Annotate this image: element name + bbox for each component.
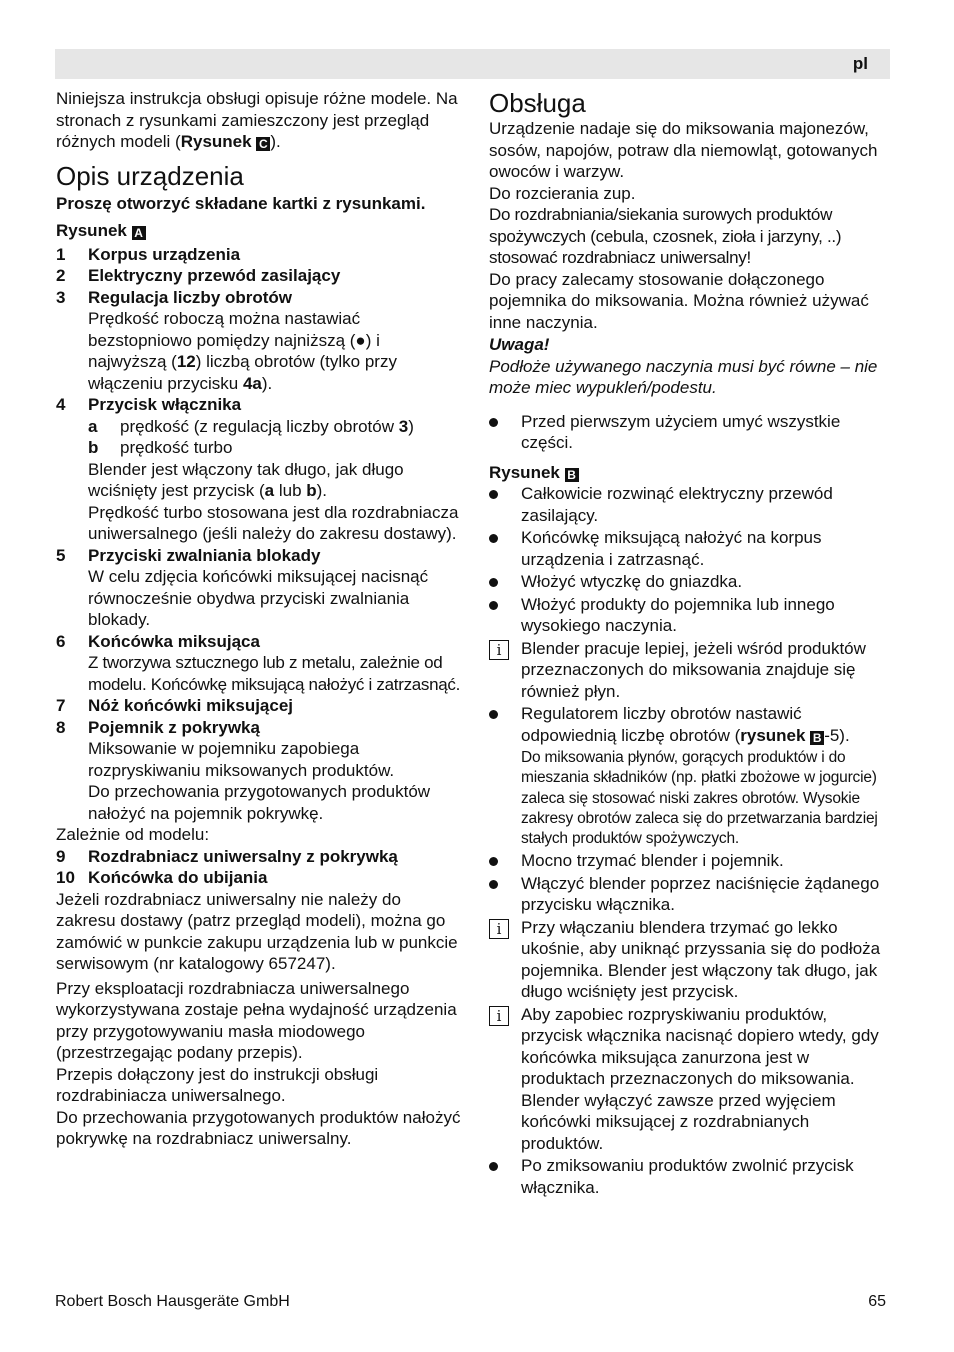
item-description: Z tworzywa sztucznego lub z metalu, zależnie od modelu. Końcówkę miksującą nałożyć i zatrzasnąć. xyxy=(88,653,461,694)
section-heading-operation: Obsługa xyxy=(489,88,586,118)
list-item: 1 Korpus urządzenia xyxy=(56,244,241,264)
figure-c-badge: C xyxy=(256,137,270,151)
intro-paragraph: Niniejsza instrukcja obsługi opisuje różne modele. Na stronach z rysunkami zamieszczony jest przegląd różnych modeli (Rysunek C ). xyxy=(56,89,458,151)
bullet-icon xyxy=(489,578,498,587)
list-item: 3 Regulacja liczby obrotów xyxy=(56,287,293,307)
bullet-icon xyxy=(489,418,498,427)
figure-a-badge: A xyxy=(132,226,146,240)
list-item: 2 Elektryczny przewód zasilający xyxy=(56,266,341,285)
list-item: Końcówkę miksującą nałożyć na korpus urządzenia i zatrzasnąć. xyxy=(489,527,891,570)
item-description: Do przechowania przygotowanych produktów nałożyć na pojemnik pokrywkę. xyxy=(88,782,431,823)
speed-note: Do miksowania płynów, gorących produktów i do mieszania składników (np. płatki zbożowe w jogurcie) zaleca się stosować niski zakres obrotów. Wysokie zakresy obrotów zaleca się do przetwarzania bardziej stałych produktów spożywczych. xyxy=(521,749,878,848)
figure-b-badge: B xyxy=(810,731,824,745)
list-item: Po zmiksowaniu produktów zwolnić przycisk włącznika. xyxy=(489,1155,891,1198)
paragraph: Urządzenie nadaje się do miksowania majonezów, sosów, napojów, potraw dla niemowląt, gotowanych owoców i warzyw. xyxy=(489,119,878,181)
left-column xyxy=(56,88,461,1150)
caution-text: Podłoże używanego naczynia musi być równe – nie może miec wypukleń/podestu. xyxy=(489,356,878,397)
list-item: 10 Końcówka do ubijania xyxy=(56,868,268,887)
item-description: Blender jest włączony tak długo, jak długo wciśnięty jest przycisk (a lub b). xyxy=(88,459,404,500)
parts-list xyxy=(56,244,461,889)
item-description: Miksowanie w pojemniku zapobiega rozpryskiwaniu miksowanych produktów. xyxy=(88,739,395,780)
list-item: Mocno trzymać blender i pojemnik. xyxy=(489,850,891,872)
list-item: 7 Nóż końcówki miksującej xyxy=(56,696,294,715)
fold-note: Proszę otworzyć składane kartki z rysunkami. xyxy=(56,193,426,213)
paragraph: Do rozcierania zup. xyxy=(489,183,636,203)
paragraph: Do przechowania przygotowanych produktów nałożyć pokrywkę na rozdrabniacz uniwersalny. xyxy=(56,1107,461,1148)
list-item: 9 Rozdrabniacz uniwersalny z pokrywką xyxy=(56,846,398,866)
bullet-icon xyxy=(489,857,498,866)
info-note: i Aby zapobiec rozpryskiwaniu produktów, przycisk włącznika nacisnąć dopiero wtedy, gdy końcówka miksująca zanurzona jest w produktach przeznaczonych do miksowania. Blender wyłączyć zawsze przed wyjęciem końcówki miksującej z rozdrabnianych produktów. xyxy=(489,1004,891,1155)
bullet-icon xyxy=(489,490,498,499)
item-description: Prędkość turbo stosowana jest dla rozdrabniacza uniwersalnego (jeśli należy do zakresu dostawy). xyxy=(88,502,459,543)
bullet-icon xyxy=(489,880,498,889)
info-icon: i xyxy=(489,919,509,939)
section-heading-description: Opis urządzenia xyxy=(56,160,244,191)
right-column xyxy=(489,88,891,1198)
paragraph: Do pracy zalecamy stosowanie dołączonego pojemnika do miksowania. Można również używać inne naczynia. xyxy=(489,269,869,332)
list-item: 8 Pojemnik z pokrywką xyxy=(56,717,260,737)
model-dependent-note: Zależnie od modelu: xyxy=(56,825,210,844)
paragraph: Przepis dołączony jest do instrukcji obsługi rozdrabiniacza uniwersalnego. xyxy=(56,1064,379,1105)
figure-b-badge: B xyxy=(565,468,579,482)
footer-company: Robert Bosch Hausgeräte GmbH xyxy=(55,1293,290,1310)
bullet-icon xyxy=(489,1162,498,1171)
list-item: 5 Przyciski zwalniania blokady xyxy=(56,545,321,565)
bullet-icon xyxy=(489,534,498,543)
language-tag: pl xyxy=(852,54,868,73)
list-item: Całkowicie rozwinąć elektryczny przewód zasilający. xyxy=(489,483,891,526)
info-note: i Blender pracuje lepiej, jeżeli wśród produktów przeznaczonych do miksowania znajduje się również płyn. xyxy=(489,638,891,703)
bullet-icon xyxy=(489,601,498,610)
list-item: Włączyć blender poprzez naciśnięcie żądanego przycisku włącznika. xyxy=(489,873,891,916)
paragraph: Do rozdrabniania/siekania surowych produktów spożywczych (cebula, czosnek, zioła i jarzyny, ..) stosować rozdrabniacz uniwersalny! xyxy=(489,205,842,267)
item-description: Prędkość roboczą można nastawiać bezstopniowo pomiędzy najniższą (●) i najwyższą (12) liczbą obrotów (tylko przy włączeniu przycisku 4a). xyxy=(88,309,397,393)
item-description: W celu zdjęcia końcówki miksującej nacisnąć równocześnie obydwa przyciski zwalniania blokady. xyxy=(88,567,429,629)
figure-label: Rysunek A xyxy=(56,220,461,242)
info-icon: i xyxy=(489,1006,509,1026)
list-item: Włożyć produkty do pojemnika lub innego wysokiego naczynia. xyxy=(489,594,891,637)
sub-item: a prędkość (z regulacją liczby obrotów 3) xyxy=(88,416,414,436)
figure-label: Rysunek B xyxy=(489,462,891,484)
bullet-icon xyxy=(489,710,498,719)
info-note: i Przy włączaniu blendera trzymać go lekko ukośnie, aby uniknąć przyssania się do podłoża pojemnika. Blender jest włączony tak długo, jak długo wciśnięty jest przycisk. xyxy=(489,917,891,1003)
sub-item: b prędkość turbo xyxy=(88,438,233,457)
header-bar xyxy=(55,49,890,79)
info-icon: i xyxy=(489,640,509,660)
list-item: 4 Przycisk włącznika xyxy=(56,395,242,414)
list-item: Włożyć wtyczkę do gniazdka. xyxy=(489,571,891,593)
page-number: 65 xyxy=(868,1293,886,1310)
paragraph: Jeżeli rozdrabniacz uniwersalny nie należy do zakresu dostawy (patrz przegląd modeli), można go zamówić w punkcie zakupu urządzenia lub w punkcie serwisowym (nr katalogowy 657247). xyxy=(56,889,458,973)
list-item: 6 Końcówka miksująca xyxy=(56,631,260,651)
list-item: Przed pierwszym użyciem umyć wszystkie części. xyxy=(489,411,891,454)
caution-title: Uwaga! xyxy=(489,335,550,354)
paragraph: Przy eksploatacji rozdrabniacza uniwersalnego wykorzystywana zostaje pełna wydajność urządzenia przy przygotowywaniu masła miodowego (przestrzegając podany przepis). xyxy=(56,978,457,1062)
list-item: Regulatorem liczby obrotów nastawić odpowiednią liczbę obrotów (rysunek B -5). Do miksowania płynów, gorących produktów i do mieszania składników (np. płatki zbożowe w jogurcie) zaleca się stosować niski zakres obrotów. Wysokie zakresy obrotów zaleca się do przetwarzania bardziej stałych produktów spożywczych. xyxy=(489,703,891,849)
